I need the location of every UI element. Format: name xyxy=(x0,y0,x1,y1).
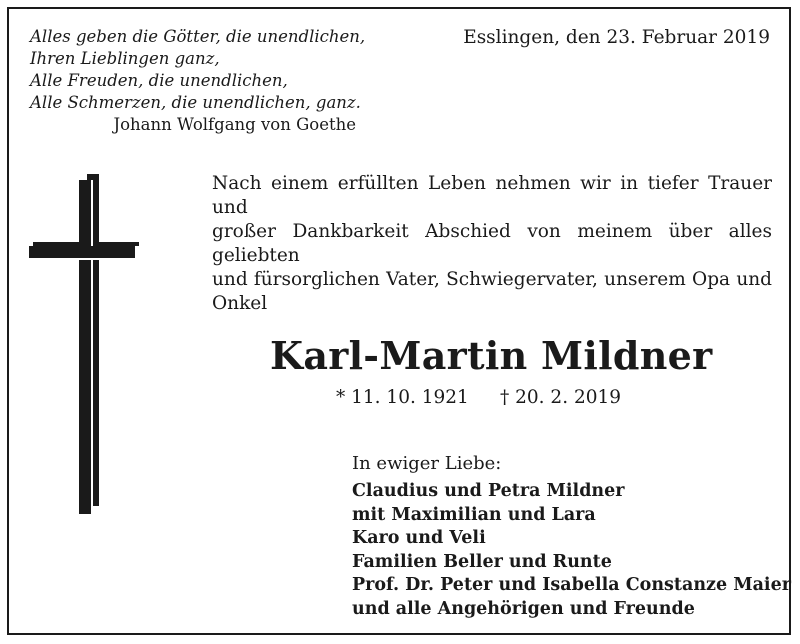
mourner-line: Familien Beller und Runte xyxy=(352,551,612,572)
intro-line: und fürsorglichen Vater, Schwiegervater, unserem Opa und xyxy=(212,269,772,290)
mourner-line: Prof. Dr. Peter und Isabella Constanze Maier xyxy=(352,575,791,595)
poem-line: Alles geben die Götter, die unendlichen, xyxy=(30,27,366,46)
poem-line: Alle Freuden, die unendlichen, xyxy=(30,71,288,90)
intro-line: Onkel xyxy=(212,293,268,314)
goethe-poem xyxy=(30,26,370,136)
intro-paragraph xyxy=(212,172,772,316)
mourners-list xyxy=(352,480,791,621)
mourner-line: Claudius und Petra Mildner xyxy=(352,481,625,501)
deceased-name: Karl-Martin Mildner xyxy=(270,333,713,378)
poem-line: Alle Schmerzen, die unendlichen, ganz. xyxy=(30,93,361,112)
latin-cross-icon xyxy=(29,174,139,514)
place-and-date: Esslingen, den 23. Februar 2019 xyxy=(463,27,770,48)
mourner-line: mit Maximilian und Lara xyxy=(352,504,596,525)
birth-date: * 11. 10. 1921 xyxy=(336,387,469,408)
mourner-line: Karo und Veli xyxy=(352,528,486,548)
poem-line: Ihren Lieblingen ganz, xyxy=(30,49,220,68)
mourner-line: und alle Angehörigen und Freunde xyxy=(352,598,695,619)
intro-line: Nach einem erfüllten Leben nehmen wir in tiefer Trauer und xyxy=(212,173,772,218)
signoff-text: In ewiger Liebe: xyxy=(352,453,502,474)
poem-author: Johann Wolfgang von Goethe xyxy=(113,115,356,134)
cross-vertical-beam xyxy=(79,180,91,514)
intro-line: großer Dankbarkeit Abschied von meinem über alles geliebten xyxy=(212,221,772,266)
death-date: † 20. 2. 2019 xyxy=(500,387,622,408)
cross-horizontal-beam xyxy=(29,246,135,258)
